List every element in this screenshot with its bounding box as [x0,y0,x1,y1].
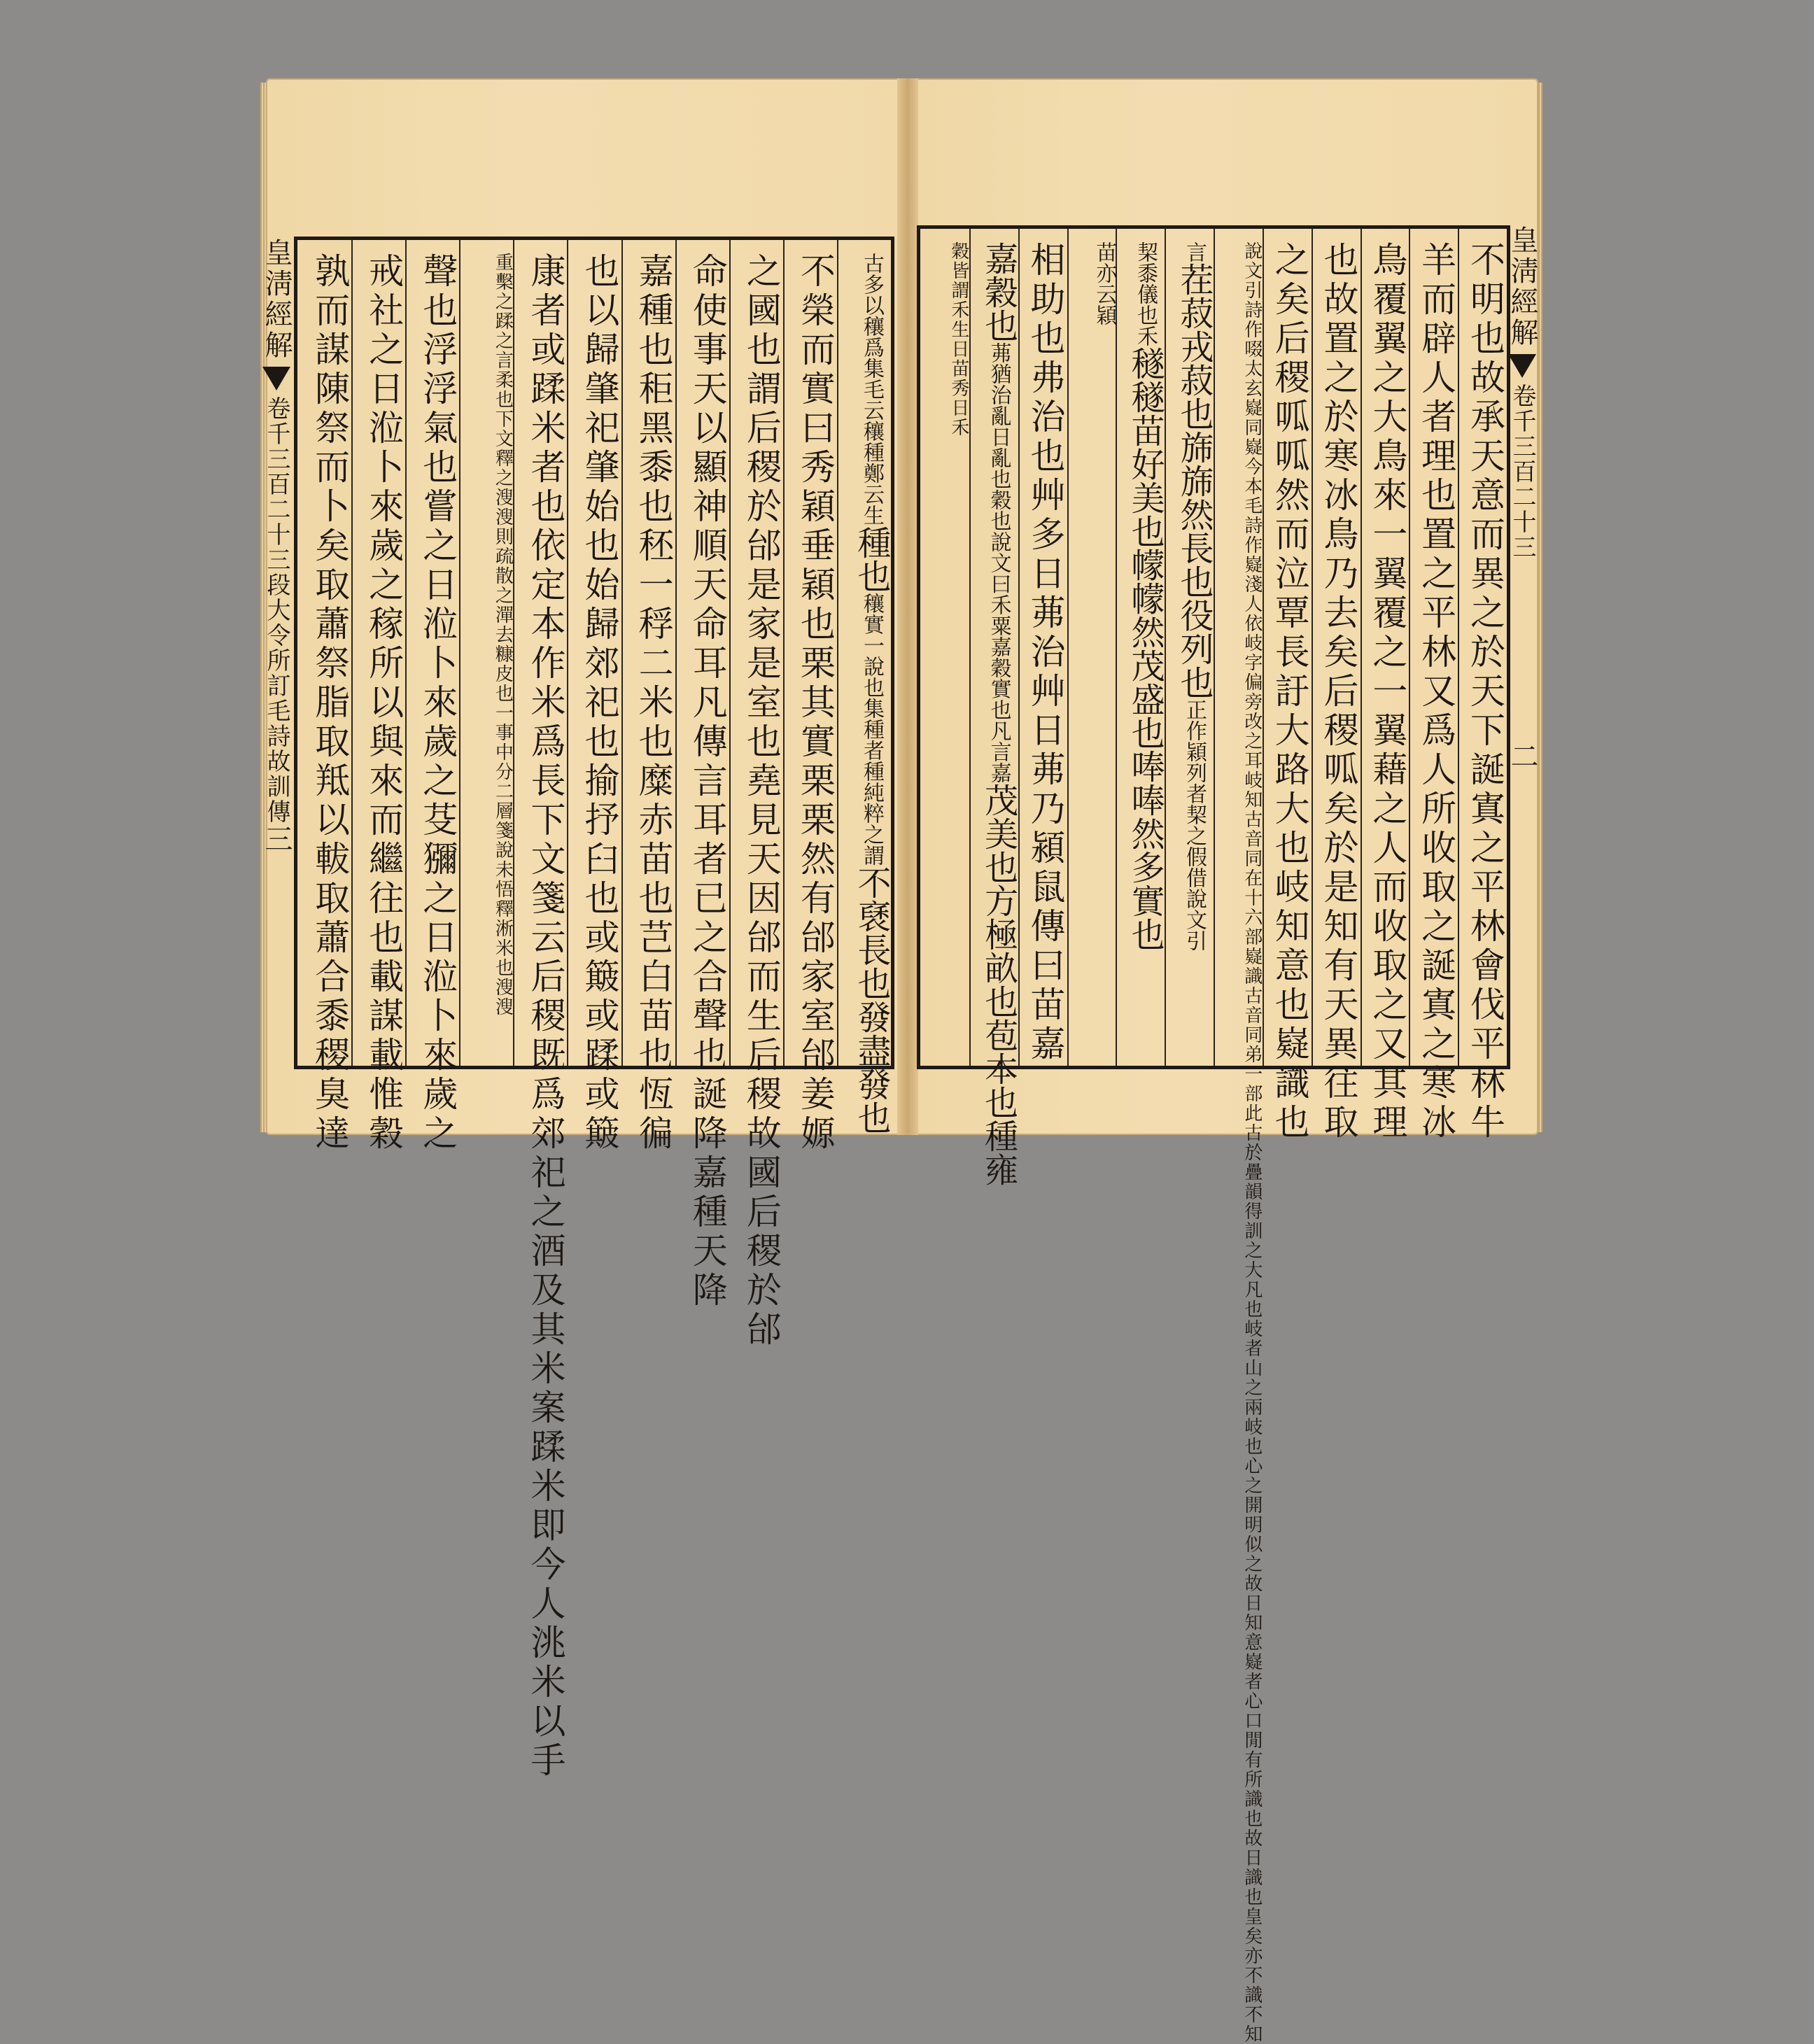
right-annotation: 粟嘉穀實也凡言嘉 [986,615,1011,783]
right-text: 茂美也方極畝也苞本也種雍 [978,783,1018,1186]
left-text: 種也 [852,526,891,593]
right-column [969,229,1018,1186]
right-text: 茬菽戎菽也旆旆然長也役列也 [1174,262,1214,699]
right-column: 穀皆謂禾生日苗秀日禾 [948,241,969,437]
right-annotation: 言 [1182,241,1207,262]
right-annotation: 栔黍儀也禾 [1133,241,1158,346]
banner-volume: 卷千三百二十三 [1508,383,1536,560]
right-column: 相助也弗治也艸多日茀治艸日茀乃潁鼠傳曰苗嘉 [1018,229,1067,1066]
banner-page-number: 三 [260,824,293,852]
book-gutter [897,78,918,1135]
right-column [1116,229,1165,1066]
left-annotation: 穰實一說也集種者種純粹之謂 [859,593,884,866]
right-column: 也故置之於寒冰鳥乃去矣后稷呱矣於是知有天異往取 [1312,229,1360,1066]
banner-page-number: 二 [1506,742,1538,770]
right-column [1165,229,1214,1066]
left-column: 也以歸肇祀肇始也始歸郊祀也揄抒臼也或簸或蹂或簸 [567,240,621,1066]
fish-tail-mark [262,367,290,390]
left-column: 康者或蹂米者也依定本作米爲長下文箋云后稷既爲郊祀之酒及其米案蹂米即今人洮米以手 [513,240,567,1066]
left-column: 不榮而實曰秀穎垂穎也栗其實栗栗然有邰家室邰姜嫄 [783,240,837,1066]
left-column: 命使事天以顯神順天命耳凡傳言耳者已之合聲也誕降嘉種天降 [675,240,729,1066]
right-annotation: 茀猶治亂日亂也穀也說文曰禾 [986,342,1011,615]
left-text: 不褎長也發盡發也 [852,866,891,1134]
right-column: 說文引詩作啜太玄嶷同嶷今本毛詩作嶷淺人依岐字偏旁改之耳岐知古音同在十六部嶷識古音同弟一部此古於疊韻得訓之大凡也岐者山之兩岐也心之開明似之故日知意嶷者心口閒有所識也故日識也皇矣亦不識不知 [1214,229,1263,1066]
banner-volume: 卷千三百二十三 [262,396,290,572]
fish-tail-mark [1508,354,1536,378]
left-column: 之國也謂后稷於邰是家是室也堯見天因邰而生后稷故國后稷於邰 [729,240,783,1066]
right-column: 不明也故承天意而異之於天下誕寘之平林會伐平林牛 [1458,229,1507,1066]
right-annotation: 正作穎列者栔之假借說文引 [1182,699,1207,951]
right-text: 嘉穀也 [978,241,1018,342]
right-column [1067,229,1116,1066]
left-annotation: 古多以穰爲集毛云穰種鄭云生 [859,253,884,526]
banner-title: 皇淸經解 [1506,225,1538,348]
left-column: 聲也浮浮氣也嘗之日涖卜來歲之芟獼之日涖卜來歲之 [405,240,459,1066]
left-column: 孰而謀陳祭而卜矣取蕭祭脂取羝以軷取蕭合黍稷臭達 [309,253,351,1154]
left-column: 嘉種也秬黑黍也秠一稃二米也糜赤苗也芑白苗也恆徧 [621,240,675,1066]
banner-title: 皇淸經解 [260,238,293,361]
right-text: 穟穟苗好美也幪幪然茂盛也唪唪然多實也 [1125,346,1165,951]
left-column: 戒社之日涖卜來歲之稼所以與來而繼往也載謀載惟穀 [351,240,405,1066]
right-text-frame [917,225,1510,2044]
right-column: 羊而辟人者理也置之平林又爲人所收取之誕寘之寒冰 [1409,229,1458,1066]
left-text-frame [294,237,894,1781]
right-column: 之矣后稷呱呱然而泣覃長訏大路大也岐知意也嶷識也 [1263,229,1312,1066]
left-column [837,240,891,1134]
right-column: 鳥覆翼之大鳥來一翼覆之一翼藉之人而收取之又其理 [1360,229,1409,1066]
right-annotation: 苗亦云穎 [1092,241,1117,325]
left-margin-banner [252,238,297,1064]
banner-work: 段大令所訂毛詩故訓傳 [262,572,290,824]
left-column: 重檕之蹂之言柔也下文釋之溲溲則疏散之潬去糠皮也一事中分二層箋說未悟釋淅米也溲溲 [459,240,513,1066]
